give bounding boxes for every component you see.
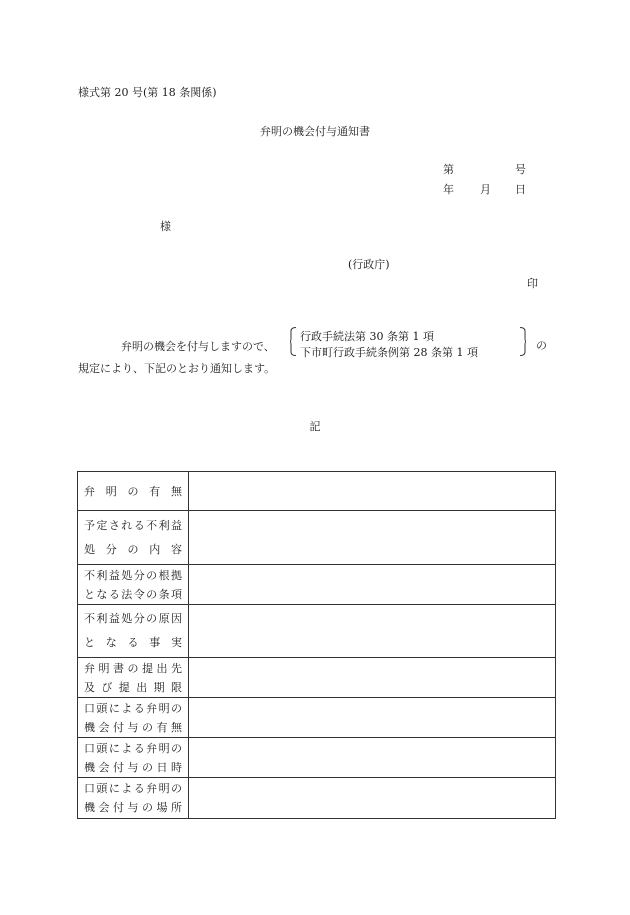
row-label [78,472,189,511]
row-label-line: と な る 事 実 [84,636,182,649]
row-label [78,778,189,819]
row-value[interactable] [189,698,556,738]
table-row [78,511,556,565]
details-table [77,471,556,819]
row-value[interactable] [189,472,556,511]
addressee-suffix: 様 [160,220,171,233]
seal-mark: 印 [527,277,538,290]
document-number-suffix: 号 [515,163,526,176]
row-label-line: 不利益処分の原因 [84,612,182,625]
row-label-line: 予定される不利益 [84,518,182,532]
table-row [78,565,556,605]
table-row [78,658,556,698]
date-month: 月 [480,183,491,196]
row-label [78,565,189,605]
row-label-line: 処 分 の 内 容 [84,542,182,556]
row-label-line: 機会付与の日時 [84,760,182,774]
row-value[interactable] [189,565,556,605]
row-label-line: 弁 明 の 有 無 [84,484,182,498]
document-number-prefix: 第 [443,163,454,176]
row-label-line: 口頭による弁明の [84,782,182,795]
row-value[interactable] [189,738,556,778]
row-label-line: となる法令の条項 [84,587,182,601]
row-label-line: 不利益処分の根拠 [84,568,182,582]
row-label-line: 口頭による弁明の [84,741,182,755]
row-label [78,658,189,698]
table-row [78,778,556,819]
table-row [78,738,556,778]
row-value[interactable] [189,658,556,698]
row-label [78,738,189,778]
document-title: 弁明の機会付与通知書 [260,125,370,138]
body-lead-text: 弁明の機会を付与しますので、 [121,340,275,353]
body-tail-text: の [536,339,547,352]
row-label [78,605,189,658]
row-label-line: 及 び 提 出 期 限 [84,680,182,694]
row-value[interactable] [189,778,556,819]
right-bracket-icon [520,327,526,356]
record-mark: 記 [309,420,321,433]
table-row [78,698,556,738]
row-value[interactable] [189,511,556,565]
date-year: 年 [443,183,454,196]
row-value[interactable] [189,605,556,658]
date-day: 日 [515,183,526,196]
row-label-line: 機会付与の有無 [84,720,182,734]
row-label-line: 口頭による弁明の [84,701,182,715]
table-row [78,472,556,511]
table-row [78,605,556,658]
body-continuation: 規定により、下記のとおり通知します。 [78,362,276,375]
row-label [78,698,189,738]
row-label-line: 機会付与の場所 [84,801,182,814]
form-number: 様式第 20 号(第 18 条関係) [78,86,217,99]
row-label-line: 弁明書の提出先 [84,661,182,675]
left-bracket-icon [290,327,296,356]
issuing-agency: (行政庁) [348,258,390,271]
law-reference-1: 行政手続法第 30 条第 1 項 [300,330,434,343]
law-reference-2: 下市町行政手続条例第 28 条第 1 項 [300,346,478,359]
row-label [78,511,189,565]
